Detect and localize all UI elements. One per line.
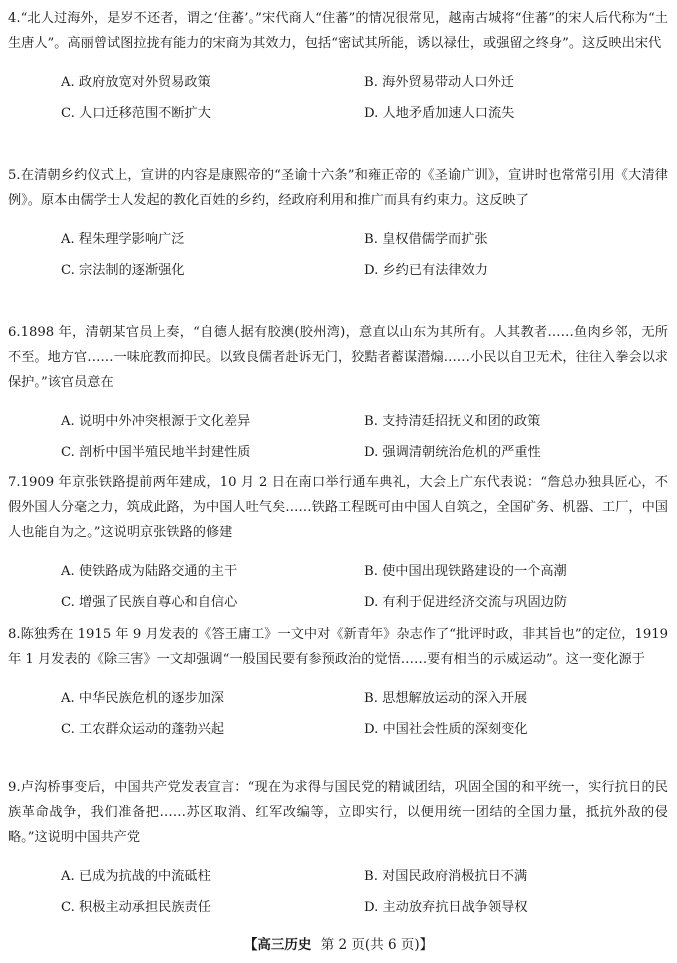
footer-page-number: 第 2 页(共 6 页)】 — [320, 937, 434, 953]
option-list — [8, 681, 668, 743]
option-b[interactable]: B. 对国民政府消极抗日不满 — [364, 869, 528, 884]
option-d[interactable]: D. 中国社会性质的深刻变化 — [364, 722, 528, 737]
question-7 — [8, 470, 668, 616]
question-8 — [8, 622, 668, 743]
option-c[interactable]: C. 人口迁移范围不断扩大 — [61, 106, 211, 121]
option-list — [8, 859, 668, 921]
option-a[interactable]: A. 程朱理学影响广泛 — [61, 232, 185, 247]
option-a[interactable]: A. 使铁路成为陆路交通的主干 — [61, 564, 238, 579]
option-b[interactable]: B. 海外贸易带动人口外迁 — [364, 75, 514, 90]
page-footer — [0, 933, 677, 953]
option-a[interactable]: A. 说明中外冲突根源于文化差异 — [61, 414, 251, 429]
question-stem: 6.1898 年，清朝某官员上奏，“自德人据有胶澳(胶州湾)，意直以山东为其所有。人其教者……鱼肉乡邻，无所不至。地方官……一味庇教而抑民。以致良儒者赴诉无门，狡黠者蓄谋潜煽……小民以自卫无术，往往入拳会以求保护。”该官员意在 — [8, 325, 668, 390]
option-c[interactable]: C. 工农群众运动的蓬勃兴起 — [61, 722, 225, 737]
option-d[interactable]: D. 乡约已有法律效力 — [364, 263, 488, 278]
option-c[interactable]: C. 宗法制的逐渐强化 — [61, 263, 185, 278]
option-b[interactable]: B. 使中国出现铁路建设的一个高潮 — [364, 564, 567, 579]
option-b[interactable]: B. 思想解放运动的深入开展 — [364, 691, 528, 706]
option-list — [8, 404, 668, 466]
question-5 — [8, 163, 668, 284]
question-stem: 9.卢沟桥事变后，中国共产党发表宣言：“现在为求得与国民党的精诚团结，巩固全国的和平统一，实行抗日的民族革命战争，我们准备把……苏区取消、红军改编等，立即实行，以便用统一团结的全国力量，抵抗外敌的侵略。”这说明中国共产党 — [8, 780, 668, 845]
question-stem: 8.陈独秀在 1915 年 9 月发表的《答王庸工》一文中对《新青年》杂志作了“批评时政，非其旨也”的定位，1919 年 1 月发表的《除三害》一文却强调“一般国民要有参预政治的觉悟……要有相当的示威运动”。这一变化源于 — [8, 627, 668, 667]
question-9 — [8, 775, 668, 921]
option-list — [8, 554, 668, 616]
question-stem: 4.“北人过海外，是岁不还者，谓之‘住蕃’。”宋代商人“住蕃”的情况很常见，越南古城将“住蕃”的宋人后代称为“土生唐人”。高丽曾试图拉拢有能力的宋商为其效力，包括“密试其所能，诱以禄仕，或强留之终身”。这反映出宋代 — [8, 11, 668, 51]
option-a[interactable]: A. 中华民族危机的逐步加深 — [61, 691, 224, 706]
option-a[interactable]: A. 已成为抗战的中流砥柱 — [61, 869, 211, 884]
question-stem: 5.在清朝乡约仪式上，宣讲的内容是康熙帝的“圣谕十六条”和雍正帝的《圣谕广训》，宣讲时也常常引用《大清律例》。原本由儒学士人发起的教化百姓的乡约，经政府利用和推广而具有约束力。这反映了 — [8, 168, 668, 208]
option-d[interactable]: D. 人地矛盾加速人口流失 — [364, 106, 515, 121]
option-c[interactable]: C. 积极主动承担民族责任 — [61, 900, 211, 915]
option-list — [8, 65, 668, 127]
option-d[interactable]: D. 强调清朝统治危机的严重性 — [364, 445, 541, 460]
option-c[interactable]: C. 剖析中国半殖民地半封建性质 — [61, 445, 251, 460]
question-4 — [8, 6, 668, 127]
option-list — [8, 222, 668, 284]
footer-subject: 【高三历史 — [243, 937, 312, 953]
option-d[interactable]: D. 有利于促进经济交流与巩固边防 — [364, 595, 568, 610]
option-a[interactable]: A. 政府放宽对外贸易政策 — [61, 75, 211, 90]
question-stem: 7.1909 年京张铁路提前两年建成，10 月 2 日在南口举行通车典礼，大会上广东代表说：“詹总办独具匠心，不假外国人分毫之力，筑成此路，为中国人吐气矣……铁路工程既可由中国人自筑之，全国矿务、机器、工厂，中国人也能自为之。”这说明京张铁路的修建 — [8, 475, 668, 540]
question-6 — [8, 320, 668, 466]
option-c[interactable]: C. 增强了民族自尊心和自信心 — [61, 595, 238, 610]
option-b[interactable]: B. 支持清廷招抚义和团的政策 — [364, 414, 541, 429]
option-b[interactable]: B. 皇权借儒学而扩张 — [364, 232, 488, 247]
option-d[interactable]: D. 主动放弃抗日战争领导权 — [364, 900, 528, 915]
